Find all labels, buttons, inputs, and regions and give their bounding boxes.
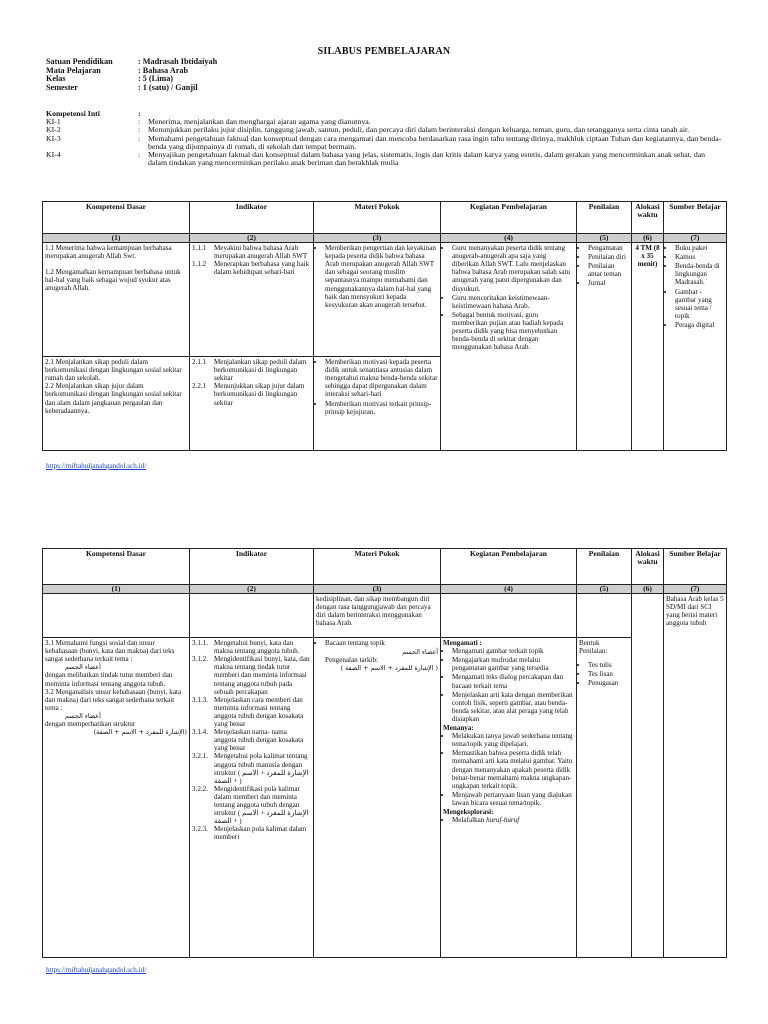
materi-cell — [314, 357, 441, 451]
meta-key: Semester — [46, 82, 78, 92]
kegiatan-item: • Mengajarkan mufrodat melalui pengamatan gambar yang tersedia — [452, 656, 574, 672]
col-number: (7) — [664, 585, 727, 594]
page-1 — [0, 0, 768, 470]
table-row — [43, 243, 727, 357]
column-number-row — [43, 234, 727, 243]
penilaian-item: • Pengamatan — [588, 244, 629, 252]
col-number: (4) — [441, 585, 577, 594]
ki-colon: : — [138, 125, 141, 135]
kegiatan-cell — [441, 594, 577, 638]
kegiatan-item: • Menjawab pertanyaan lisan yang diajukan lawan bicara sesuai tema/topik. — [452, 791, 574, 807]
kd-item: 3.2 Menganalisis unsur kebahasaan (bunyi, kata dan makna) dari teks sangat sederhana terkait tema : — [45, 687, 182, 712]
alokasi-cell: 4 TM (8 x 35 menit) — [632, 243, 664, 451]
ki-colon: : — [138, 150, 141, 160]
sumber-cell: Bahasa Arab kelas 5 SD/MI dari SCI yang berisi materi anggota tubuh — [664, 594, 727, 958]
kegiatan-subheading: Menanya: — [443, 724, 474, 733]
indikator-number: 2.1.1 — [192, 358, 207, 367]
document-title: SILABUS PEMBELAJARAN — [317, 46, 451, 57]
kegiatan-item: • Mengamati teks dialog percakapan dan bacaan terkait tema — [452, 673, 574, 689]
meta-value: : Bahasa Arab — [138, 65, 189, 75]
indikator-text: Menunjukkan sikap jujur dalam berkomunikasi di lingkungan sekitar — [214, 382, 305, 407]
header-penilaian: Penilaian — [577, 202, 632, 234]
header-sumber: Sumber Belajar — [664, 549, 727, 585]
header-kd: Kompetensi Dasar — [43, 202, 190, 234]
indikator-text: Menjalankan sikap peduli dalam berkomunikasi di lingkungan sekitar — [214, 358, 307, 383]
kd-item: 3.1 Memahami fungsi sosial dan unsur kebahasaan (bunyi, kata dan makna) dari teks sangat sederhana terkait tema : — [45, 639, 175, 664]
materi-item: • Bacaan tentang topik — [325, 639, 438, 647]
kegiatan-item: • Sebagai bentuk motivasi, guru memberikan pujian atau hadiah kepada peserta didik yang bisa menyebutkan benda-benda di sekitar dengan menggunakan bahasa Arab. — [452, 311, 574, 351]
sumber-cell — [664, 243, 727, 451]
kegiatan-item: • Melakukan tanya jawab sederhana tentang tema/topik yang dipelajari. — [452, 732, 574, 748]
indikator-text: Mengetahui bunyi, kata dan makna tentang anggota tubuh. — [214, 639, 300, 656]
penilaian-heading: Bentuk Penilaian: — [579, 639, 608, 656]
sumber-item: • Kamus — [675, 253, 724, 261]
col-number: (3) — [314, 585, 441, 594]
indikator-item — [192, 752, 311, 784]
table-header-row — [43, 549, 727, 585]
source-link[interactable]: https://miftahuljanahgandol.sch.id/ — [46, 462, 147, 470]
penilaian-item: • Tes tulis — [588, 661, 629, 669]
syllabus-table-2 — [42, 548, 727, 958]
header-materi: Materi Pokok — [314, 549, 441, 585]
table-row — [43, 594, 727, 638]
indikator-text: Menjelaskan nama- nama anggota tubuh dengan kosakata yang benar — [214, 728, 304, 753]
kd-arabic-text: أعضاء الجسم — [65, 711, 101, 720]
materi-item: • Memberikan motivasi kepada peserta didik untuk senantiasa antusias dalam mengetahui makna benda-benda sekitar sehingga dapat dipergunakan dalam interaksi sehari-hari — [325, 358, 438, 398]
indikator-number: 3.1.4. — [192, 728, 208, 737]
table-header-row — [43, 202, 727, 234]
header-alokasi: Alokasi waktu — [632, 549, 664, 585]
indikator-item — [192, 825, 311, 841]
kegiatan-italic-text: huruf-huruf — [486, 816, 520, 825]
header-alokasi: Alokasi waktu — [632, 202, 664, 234]
indikator-number: 1.1.1 — [192, 244, 207, 253]
kd-cell — [43, 357, 190, 451]
indikator-number: 3.2.1. — [192, 752, 208, 761]
indikator-cell — [190, 243, 314, 357]
page-2 — [0, 540, 768, 1024]
sumber-item: • Gambar - gambar yang sesuai tema / topik — [675, 288, 724, 320]
indikator-item — [192, 244, 311, 260]
source-link[interactable]: https://miftahuljanahgandol.sch.id/ — [46, 966, 147, 974]
sumber-item: • Benda-benda di lingkungan Madrasah. — [675, 262, 724, 286]
col-number: (4) — [441, 234, 577, 243]
meta-key: Mata Pelajaran — [46, 65, 101, 75]
col-number: (3) — [314, 234, 441, 243]
indikator-text: Mengetahui pola kalimat tentang anggota tubuh manusia dengan struktur ( الإشارة للمفرد + الاسم + الصفة ) — [214, 752, 309, 785]
kegiatan-item: • Guru menanyakan peserta didik tentang anugerah-anugerah apa saja yang diberikan Allah SWT. Lalu menjelaskan bahwa bahasa Arab merupakan salah satu anugerah yang patut dipergunakan dan disyukuri. — [452, 244, 574, 293]
ki-heading: Kompetensi Inti — [46, 109, 100, 118]
ki-row — [46, 151, 726, 167]
kegiatan-subheading: Mengeksplorasi: — [443, 807, 494, 816]
header-kd: Kompetensi Dasar — [43, 549, 190, 585]
indikator-cell — [190, 357, 314, 451]
indikator-number: 3.1.2. — [192, 655, 208, 664]
header-sumber: Sumber Belajar — [664, 202, 727, 234]
ki-key: KI-2 — [46, 125, 61, 135]
materi-arabic-text: أعضاء الجسم — [402, 648, 438, 657]
meta-key: Kelas — [46, 74, 66, 84]
ki-colon: : — [138, 117, 141, 127]
kd-arabic-text: أعضاء الجسم — [65, 663, 101, 672]
indikator-item — [192, 358, 311, 382]
kegiatan-subheading: Mengamati : — [443, 639, 482, 648]
materi-cell — [314, 243, 441, 357]
indikator-item — [192, 785, 311, 825]
penilaian-cell — [577, 594, 632, 638]
materi-cell: kedisiplinan, dan sikap membangun diri dengan rasa tanggungjawab dan percaya diri dalam berinteraksi menggunakan bahasa Arab. — [314, 594, 441, 638]
materi-item: • Memberikan motivasi terkait prinsip-prinsip kejujuran, — [325, 400, 438, 416]
materi-arabic-text: ( الإشارة للمفرد + الاسم + الصفة ) — [340, 664, 438, 673]
penilaian-cell — [577, 243, 632, 451]
ki-key: KI-1 — [46, 117, 61, 127]
indikator-cell — [190, 594, 314, 638]
indikator-number: 3.1.3. — [192, 695, 208, 704]
kd-item: 2.2 Menjalankan sikap jujur dalam berkomunikasi dengan lingkungan sosial sekitar dan alam dalam jangkauan pergaulan dan keberadaannya. — [45, 382, 182, 415]
ki-colon: : — [138, 133, 141, 143]
column-number-row — [43, 585, 727, 594]
col-number: (1) — [43, 234, 190, 243]
penilaian-item: • Penilaian diri — [588, 253, 629, 261]
kd-item: dengan melibatkan tindak tutur memberi dan meminta informasi tentang anggota tubuh. — [45, 671, 173, 688]
col-number: (2) — [190, 585, 314, 594]
kegiatan-cell — [441, 243, 577, 451]
kd-cell — [43, 638, 190, 958]
kd-item: 1.2 Mengamalkan kemampuan berbahasa untuk hal-hal yang baik sebagai wujud syukur atas anugerah Allah. — [45, 268, 181, 293]
meta-key: Satuan Pendidikan — [46, 57, 113, 66]
ki-value: Memahami pengetahuan faktual dan konseptual dengan cara mengamati dan mencoba berdasarkan rasa ingin tahu tentang dirinya, makhluk ciptaan Tuhan dan kegiatannya, dan benda-benda yang dijumpainya di rumah, di sekolah dan tempat bermain. — [148, 133, 722, 151]
col-number: (1) — [43, 585, 190, 594]
penilaian-item: • Jurnal — [588, 279, 629, 287]
indikator-text: Menjelaskan pola kalimat dalam memberi — [214, 825, 307, 842]
indikator-item — [192, 382, 311, 406]
indikator-cell — [190, 638, 314, 958]
kd-item: 1.1 Menerima bahwa kemampuan berbahasa merupakan anugerah Allah Swt. — [45, 244, 172, 261]
kegiatan-item: • Mengamati gambar terkait topik — [452, 647, 574, 655]
kd-arabic-text: (الإشارة للمفرد + الاسم + الصفة) — [93, 728, 187, 737]
indikator-text: Mengidentifikasi bunyi, kata, dan makna tentang tindak tutur memberi dan meminta informasi tentang anggota tubuh pada sebuah percakapan — [214, 655, 310, 696]
indikator-text: Menerapkan berbahasa yang baik dalam kehidupan sehari-hari — [214, 260, 310, 277]
kd-cell — [43, 243, 190, 357]
ki-key: KI-3 — [46, 133, 61, 143]
sumber-item: • Buku paket — [675, 244, 724, 252]
sumber-item: • Peraga digital — [675, 321, 724, 329]
meta-row — [46, 67, 217, 76]
indikator-text: Meyakini bahwa bahasa Arab merupakan anugerah Allah SWT — [214, 244, 308, 261]
meta-value: : 1 (satu) / Ganjil — [138, 82, 198, 92]
header-indikator: Indikator — [190, 549, 314, 585]
header-indikator: Indikator — [190, 202, 314, 234]
meta-value: : 5 (Lima) — [138, 74, 174, 84]
header-materi: Materi Pokok — [314, 202, 441, 234]
indikator-number: 1.1.2 — [192, 260, 207, 269]
ki-value: Menyajikan pengetahuan faktual dan konseptual dalam bahasa yang jelas, sistematis, logis dan kritis dalam karya yang estetis, dalam gerakan yang mencerminkan anak sehat, dan dalam tindakan yang mencerminkan perilaku anak beriman dan berakhlak mulia — [148, 150, 706, 168]
ki-colon: : — [138, 109, 141, 118]
indikator-text: Mengidentifikasi pola kalimat dalam memberi dan meminta tentang anggota tubuh dengan struktur ( الإشارة للمفرد + الاسم + الصفة ) — [214, 784, 309, 826]
ki-row — [46, 135, 726, 151]
header-penilaian: Penilaian — [577, 549, 632, 585]
indikator-number: 2.2.1 — [192, 382, 207, 391]
header-kegiatan: Kegiatan Pembelajaran — [441, 202, 577, 234]
penilaian-item: • Tes lisan — [588, 670, 629, 678]
table-row — [43, 638, 727, 958]
kd-item: dengan memperhatikan struktur — [45, 720, 136, 729]
col-number: (7) — [664, 234, 727, 243]
col-number: (2) — [190, 234, 314, 243]
syllabus-table-1 — [42, 201, 727, 451]
ki-value: Menerima, menjalankan dan menghargai ajaran agama yang dianutnya. — [148, 117, 371, 127]
col-number: (5) — [577, 234, 632, 243]
kompetensi-inti-block — [46, 110, 726, 167]
indikator-number: 3.2.3. — [192, 825, 208, 834]
indikator-item — [192, 260, 311, 276]
meta-row — [46, 84, 217, 93]
kd-item: 2.1 Menjalankan sikap peduli dalam berkomunikasi dengan lingkungan sosial sekitar rumah dan sekolah. — [45, 358, 182, 383]
penilaian-item: • Penugasan — [588, 679, 629, 687]
indikator-item — [192, 696, 311, 728]
kd-cell — [43, 594, 190, 638]
meta-value: : Madrasah Ibtidaiyah — [138, 57, 218, 66]
ki-value: Menunjukkan perilaku jujur disiplin, tanggung jawab, santun, peduli, dan percaya diri dalam berinteraksi dengan keluarga, teman, guru, dan tetangganya serta cinta tanah air. — [148, 125, 690, 135]
header-kegiatan: Kegiatan Pembelajaran — [441, 549, 577, 585]
kegiatan-cell — [441, 638, 577, 958]
ki-key: KI-4 — [46, 150, 61, 160]
penilaian-item: • Penilaian antar teman — [588, 262, 629, 278]
meta-block — [46, 58, 217, 92]
indikator-text: Menjelaskan cara memberi dan meminta informasi tentang anggota tubuh dengan kosakata yang benar — [214, 695, 304, 729]
materi-cell — [314, 638, 441, 958]
kegiatan-item: • Memastikan bahwa peserta didik telah memahami arti kata melalui gambar. Yaitu dengan menanyakan apakah peserta didik benar-benar memahami makna ungkapan-ungkapan terkait topik. — [452, 749, 574, 789]
col-number: (6) — [632, 585, 664, 594]
kegiatan-item — [452, 816, 574, 824]
indikator-item — [192, 639, 311, 655]
col-number: (6) — [632, 234, 664, 243]
alokasi-cell — [632, 594, 664, 958]
indikator-number: 3.2.2. — [192, 784, 208, 793]
materi-item: • Memberikan pengertian dan keyakinan kepada peserta didik bahwa bahasa Arab merupakan anugerah Allah SWT dan sebagai seorang muslim sepantasnya mampu memahami dan menggunakannya dalam hal-hal yang baik dan mensyukuri kepada kesyukuran akan anugerah tersebut. — [325, 244, 438, 309]
kegiatan-item: • Menjelaskan arti kata dengan memberikan contoh fisik, seperti gambar, atau benda-benda sekitar, atau alat peraga yang telah disiapkan — [452, 691, 574, 723]
penilaian-cell — [577, 638, 632, 958]
kegiatan-item: • Guru menceritakan keistimewaan- keistimewaan bahasa Arab. — [452, 294, 574, 310]
indikator-item — [192, 728, 311, 752]
materi-subheading: Pengenalan tarkib: — [325, 656, 378, 665]
indikator-number: 3.1.1. — [192, 639, 208, 648]
kegiatan-text: Melafalkan — [452, 816, 487, 825]
indikator-item — [192, 655, 311, 695]
col-number: (5) — [577, 585, 632, 594]
